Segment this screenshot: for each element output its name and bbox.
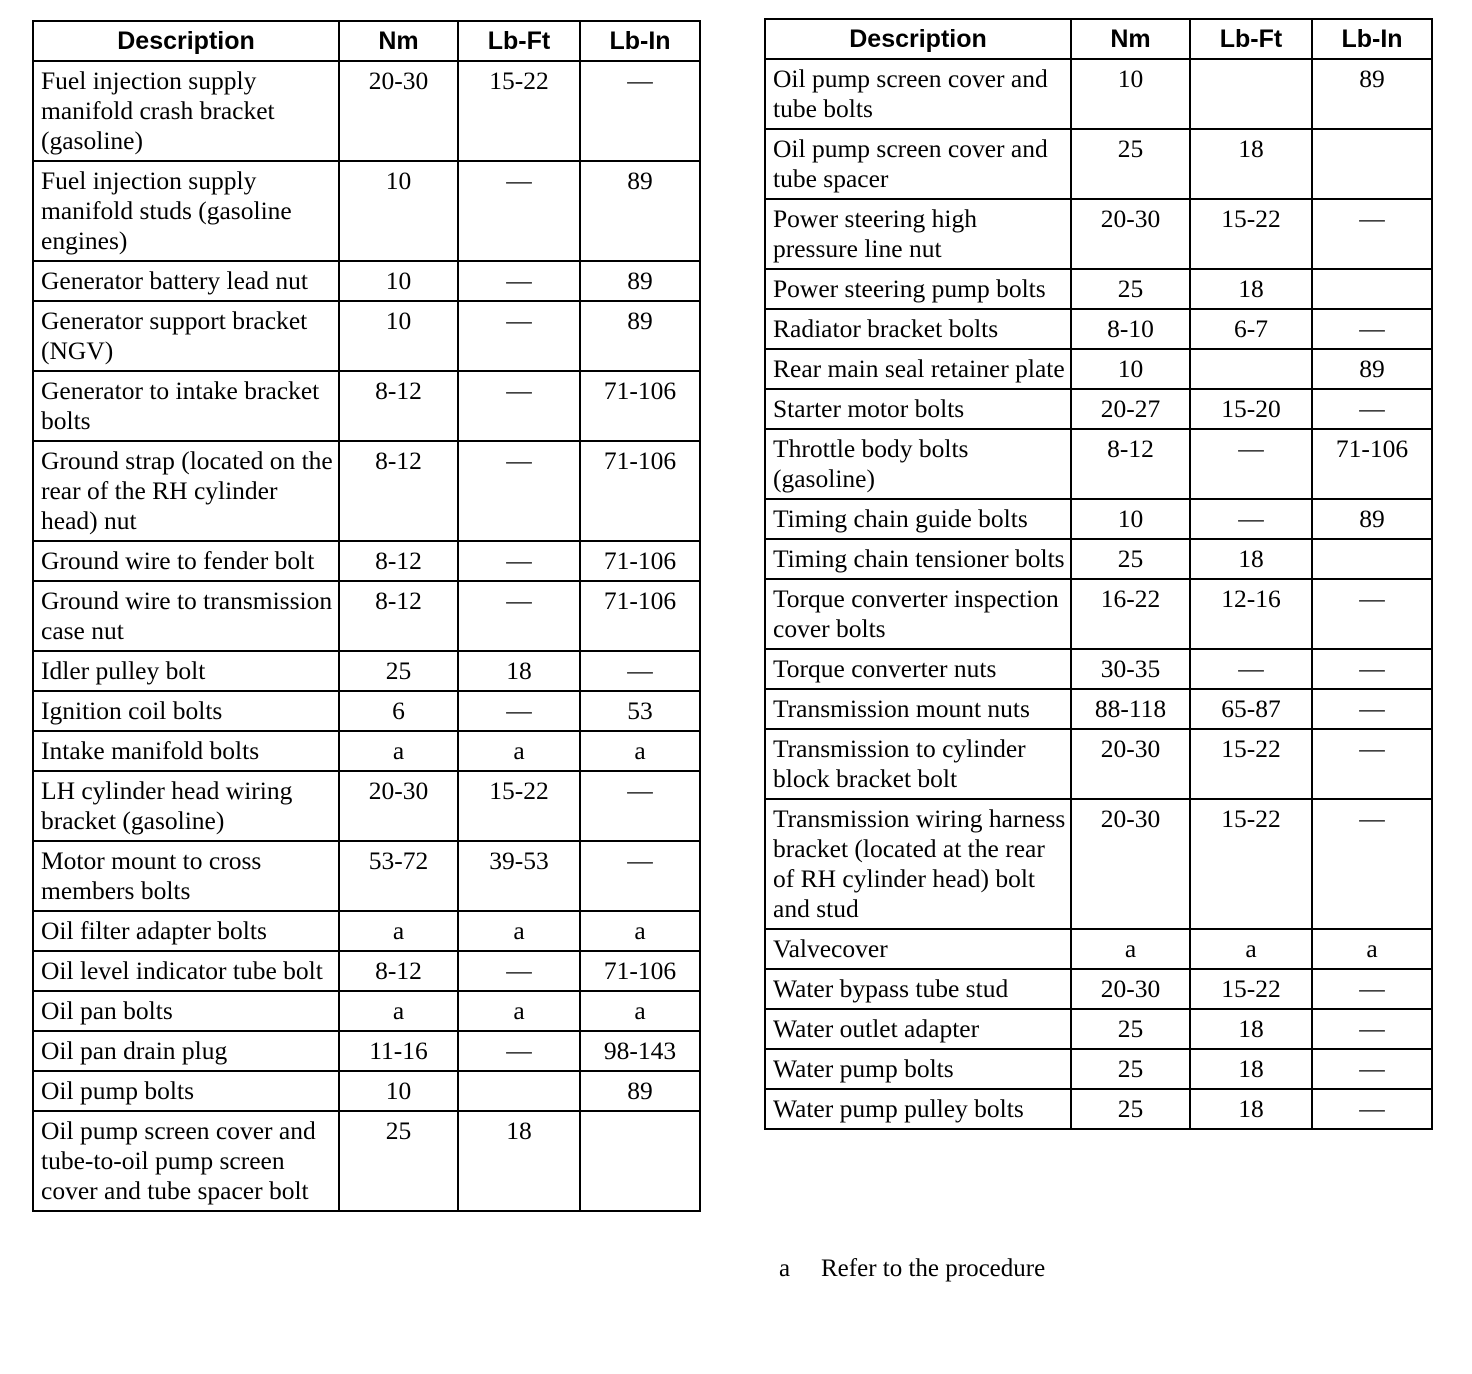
lb-ft-cell: 39-53	[458, 841, 580, 911]
nm-cell: a	[339, 991, 458, 1031]
nm-cell: 25	[1071, 539, 1190, 579]
lb-in-cell	[1312, 269, 1432, 309]
description-cell: Oil pan bolts	[33, 991, 339, 1031]
lb-ft-cell	[1190, 59, 1312, 129]
lb-ft-cell: —	[458, 541, 580, 581]
lb-in-cell: —	[580, 771, 700, 841]
table-body	[33, 61, 700, 1211]
lb-in-cell: a	[580, 731, 700, 771]
description-cell: Transmission mount nuts	[765, 689, 1071, 729]
lb-ft-cell: —	[458, 301, 580, 371]
lb-in-cell: —	[1312, 1049, 1432, 1089]
table-row	[33, 441, 700, 541]
table-row	[33, 541, 700, 581]
table-row	[765, 309, 1432, 349]
lb-ft-cell: a	[458, 731, 580, 771]
lb-in-cell: 89	[1312, 349, 1432, 389]
lb-in-cell: —	[580, 651, 700, 691]
lb-in-cell: 89	[580, 261, 700, 301]
nm-cell: 10	[339, 301, 458, 371]
description-cell: Starter motor bolts	[765, 389, 1071, 429]
description-cell: Torque converter inspection cover bolts	[765, 579, 1071, 649]
description-cell: Timing chain guide bolts	[765, 499, 1071, 539]
lb-ft-cell: —	[458, 371, 580, 441]
lb-ft-cell	[458, 1071, 580, 1111]
table-body	[765, 59, 1432, 1129]
column-header-description: Description	[33, 21, 339, 61]
lb-ft-cell: 15-22	[1190, 969, 1312, 1009]
table-row	[765, 799, 1432, 929]
description-cell: Oil level indicator tube bolt	[33, 951, 339, 991]
table-row	[765, 579, 1432, 649]
table-row	[33, 161, 700, 261]
nm-cell: 10	[339, 1071, 458, 1111]
table-row	[33, 1111, 700, 1211]
lb-in-cell: 89	[580, 1071, 700, 1111]
lb-ft-cell: 65-87	[1190, 689, 1312, 729]
nm-cell: 8-10	[1071, 309, 1190, 349]
lb-in-cell: 98-143	[580, 1031, 700, 1071]
nm-cell: 10	[1071, 59, 1190, 129]
table-row	[33, 841, 700, 911]
lb-ft-cell: 15-22	[458, 771, 580, 841]
lb-in-cell: 89	[580, 301, 700, 371]
lb-in-cell: —	[1312, 689, 1432, 729]
lb-ft-cell: a	[1190, 929, 1312, 969]
lb-ft-cell	[1190, 349, 1312, 389]
description-cell: Timing chain tensioner bolts	[765, 539, 1071, 579]
description-cell: Transmission to cylinder block bracket bolt	[765, 729, 1071, 799]
table-row	[765, 389, 1432, 429]
description-cell: Generator to intake bracket bolts	[33, 371, 339, 441]
description-cell: Torque converter nuts	[765, 649, 1071, 689]
lb-ft-cell: 12-16	[1190, 579, 1312, 649]
description-cell: Ground wire to transmission case nut	[33, 581, 339, 651]
torque-table-left	[32, 20, 701, 1212]
nm-cell: 8-12	[339, 951, 458, 991]
lb-in-cell: 71-106	[580, 541, 700, 581]
nm-cell: 20-30	[1071, 729, 1190, 799]
lb-in-cell: 89	[1312, 59, 1432, 129]
lb-ft-cell: —	[1190, 429, 1312, 499]
description-cell: Oil pump screen cover and tube-to-oil pump screen cover and tube spacer bolt	[33, 1111, 339, 1211]
lb-in-cell: —	[1312, 389, 1432, 429]
table-row	[33, 1071, 700, 1111]
lb-ft-cell: 18	[458, 1111, 580, 1211]
table-row	[765, 199, 1432, 269]
nm-cell: 10	[339, 261, 458, 301]
description-cell: Oil pump screen cover and tube spacer	[765, 129, 1071, 199]
description-cell: Ground wire to fender bolt	[33, 541, 339, 581]
table-row	[765, 929, 1432, 969]
table-row	[765, 349, 1432, 389]
lb-in-cell: 71-106	[580, 951, 700, 991]
column-header-lb-ft: Lb-Ft	[458, 21, 580, 61]
table-row	[765, 1089, 1432, 1129]
description-cell: Oil filter adapter bolts	[33, 911, 339, 951]
nm-cell: 25	[339, 1111, 458, 1211]
table-row	[765, 969, 1432, 1009]
lb-ft-cell: 18	[1190, 1009, 1312, 1049]
nm-cell: 20-30	[1071, 969, 1190, 1009]
lb-in-cell: 71-106	[580, 371, 700, 441]
nm-cell: 10	[1071, 499, 1190, 539]
nm-cell: 10	[339, 161, 458, 261]
table-row	[765, 1049, 1432, 1089]
table-row	[33, 991, 700, 1031]
table-row	[33, 911, 700, 951]
column-header-nm: Nm	[339, 21, 458, 61]
description-cell: Water outlet adapter	[765, 1009, 1071, 1049]
lb-ft-cell: —	[458, 441, 580, 541]
lb-in-cell: 89	[1312, 499, 1432, 539]
table-row	[33, 581, 700, 651]
lb-ft-cell: —	[458, 161, 580, 261]
description-cell: Water bypass tube stud	[765, 969, 1071, 1009]
lb-ft-cell: 15-22	[1190, 199, 1312, 269]
lb-ft-cell: 18	[458, 651, 580, 691]
lb-in-cell: —	[1312, 649, 1432, 689]
nm-cell: 25	[1071, 1089, 1190, 1129]
lb-ft-cell: a	[458, 911, 580, 951]
nm-cell: 10	[1071, 349, 1190, 389]
description-cell: Radiator bracket bolts	[765, 309, 1071, 349]
table-row	[33, 651, 700, 691]
lb-in-cell: —	[1312, 199, 1432, 269]
table-row	[33, 1031, 700, 1071]
description-cell: Rear main seal retainer plate	[765, 349, 1071, 389]
lb-ft-cell: —	[458, 581, 580, 651]
footnote	[779, 1255, 1045, 1283]
lb-in-cell: 71-106	[1312, 429, 1432, 499]
lb-in-cell: —	[1312, 729, 1432, 799]
table-row	[765, 499, 1432, 539]
description-cell: Power steering pump bolts	[765, 269, 1071, 309]
lb-in-cell	[580, 1111, 700, 1211]
header-row	[33, 21, 700, 61]
lb-ft-cell: 15-22	[1190, 729, 1312, 799]
lb-ft-cell: 18	[1190, 269, 1312, 309]
lb-ft-cell: 15-22	[1190, 799, 1312, 929]
lb-in-cell: —	[1312, 1089, 1432, 1129]
nm-cell: a	[339, 731, 458, 771]
nm-cell: 11-16	[339, 1031, 458, 1071]
lb-ft-cell: 15-20	[1190, 389, 1312, 429]
lb-in-cell: —	[1312, 579, 1432, 649]
nm-cell: 6	[339, 691, 458, 731]
lb-in-cell	[1312, 129, 1432, 199]
description-cell: Oil pump bolts	[33, 1071, 339, 1111]
lb-ft-cell: 18	[1190, 1049, 1312, 1089]
column-header-nm: Nm	[1071, 19, 1190, 59]
description-cell: Idler pulley bolt	[33, 651, 339, 691]
lb-ft-cell: —	[458, 691, 580, 731]
lb-in-cell: —	[1312, 1009, 1432, 1049]
lb-in-cell: —	[580, 841, 700, 911]
nm-cell: 8-12	[339, 441, 458, 541]
table-row	[33, 261, 700, 301]
footnote-mark: a	[779, 1255, 791, 1282]
lb-in-cell: 71-106	[580, 441, 700, 541]
table-row	[33, 371, 700, 441]
lb-ft-cell: a	[458, 991, 580, 1031]
table-row	[765, 1009, 1432, 1049]
nm-cell: 53-72	[339, 841, 458, 911]
lb-in-cell: —	[1312, 799, 1432, 929]
description-cell: Throttle body bolts (gasoline)	[765, 429, 1071, 499]
lb-in-cell: 53	[580, 691, 700, 731]
table-row	[33, 771, 700, 841]
column-header-lb-ft: Lb-Ft	[1190, 19, 1312, 59]
description-cell: Ignition coil bolts	[33, 691, 339, 731]
lb-ft-cell: —	[458, 1031, 580, 1071]
nm-cell: 25	[1071, 1049, 1190, 1089]
table-row	[765, 729, 1432, 799]
description-cell: Motor mount to cross members bolts	[33, 841, 339, 911]
lb-in-cell: —	[580, 61, 700, 161]
nm-cell: 25	[1071, 269, 1190, 309]
nm-cell: 20-30	[1071, 199, 1190, 269]
nm-cell: 20-30	[1071, 799, 1190, 929]
column-header-description: Description	[765, 19, 1071, 59]
table-row	[33, 301, 700, 371]
table-row	[765, 649, 1432, 689]
nm-cell: 20-27	[1071, 389, 1190, 429]
lb-in-cell: a	[580, 911, 700, 951]
lb-ft-cell: —	[1190, 649, 1312, 689]
description-cell: Oil pan drain plug	[33, 1031, 339, 1071]
nm-cell: 25	[1071, 129, 1190, 199]
table-row	[33, 61, 700, 161]
description-cell: Water pump pulley bolts	[765, 1089, 1071, 1129]
nm-cell: 8-12	[339, 371, 458, 441]
column-header-lb-in: Lb-In	[580, 21, 700, 61]
description-cell: Fuel injection supply manifold crash bracket (gasoline)	[33, 61, 339, 161]
lb-in-cell: a	[1312, 929, 1432, 969]
table-row	[33, 691, 700, 731]
table-row	[33, 951, 700, 991]
table-row	[33, 731, 700, 771]
lb-in-cell: 71-106	[580, 581, 700, 651]
torque-table-right	[764, 18, 1433, 1130]
table-row	[765, 689, 1432, 729]
nm-cell: 8-12	[339, 541, 458, 581]
description-cell: Generator support bracket (NGV)	[33, 301, 339, 371]
nm-cell: 8-12	[339, 581, 458, 651]
lb-in-cell: —	[1312, 309, 1432, 349]
lb-ft-cell: 18	[1190, 1089, 1312, 1129]
description-cell: Ground strap (located on the rear of the RH cylinder head) nut	[33, 441, 339, 541]
lb-in-cell: 89	[580, 161, 700, 261]
nm-cell: a	[1071, 929, 1190, 969]
description-cell: Fuel injection supply manifold studs (gasoline engines)	[33, 161, 339, 261]
nm-cell: 88-118	[1071, 689, 1190, 729]
footnote-text: Refer to the procedure	[821, 1255, 1046, 1282]
description-cell: Intake manifold bolts	[33, 731, 339, 771]
table-row	[765, 59, 1432, 129]
lb-ft-cell: 18	[1190, 539, 1312, 579]
table-row	[765, 129, 1432, 199]
lb-ft-cell: —	[458, 951, 580, 991]
description-cell: Transmission wiring harness bracket (located at the rear of RH cylinder head) bolt and stud	[765, 799, 1071, 929]
nm-cell: 20-30	[339, 771, 458, 841]
lb-ft-cell: —	[458, 261, 580, 301]
nm-cell: 8-12	[1071, 429, 1190, 499]
nm-cell: 30-35	[1071, 649, 1190, 689]
description-cell: Water pump bolts	[765, 1049, 1071, 1089]
description-cell: Valvecover	[765, 929, 1071, 969]
column-header-lb-in: Lb-In	[1312, 19, 1432, 59]
table-row	[765, 269, 1432, 309]
description-cell: LH cylinder head wiring bracket (gasoline)	[33, 771, 339, 841]
header-row	[765, 19, 1432, 59]
lb-ft-cell: 18	[1190, 129, 1312, 199]
lb-ft-cell: 15-22	[458, 61, 580, 161]
description-cell: Oil pump screen cover and tube bolts	[765, 59, 1071, 129]
description-cell: Power steering high pressure line nut	[765, 199, 1071, 269]
nm-cell: 25	[1071, 1009, 1190, 1049]
lb-ft-cell: 6-7	[1190, 309, 1312, 349]
nm-cell: a	[339, 911, 458, 951]
lb-in-cell: a	[580, 991, 700, 1031]
nm-cell: 25	[339, 651, 458, 691]
table-row	[765, 539, 1432, 579]
description-cell: Generator battery lead nut	[33, 261, 339, 301]
nm-cell: 20-30	[339, 61, 458, 161]
lb-ft-cell: —	[1190, 499, 1312, 539]
table-row	[765, 429, 1432, 499]
lb-in-cell	[1312, 539, 1432, 579]
lb-in-cell: —	[1312, 969, 1432, 1009]
nm-cell: 16-22	[1071, 579, 1190, 649]
